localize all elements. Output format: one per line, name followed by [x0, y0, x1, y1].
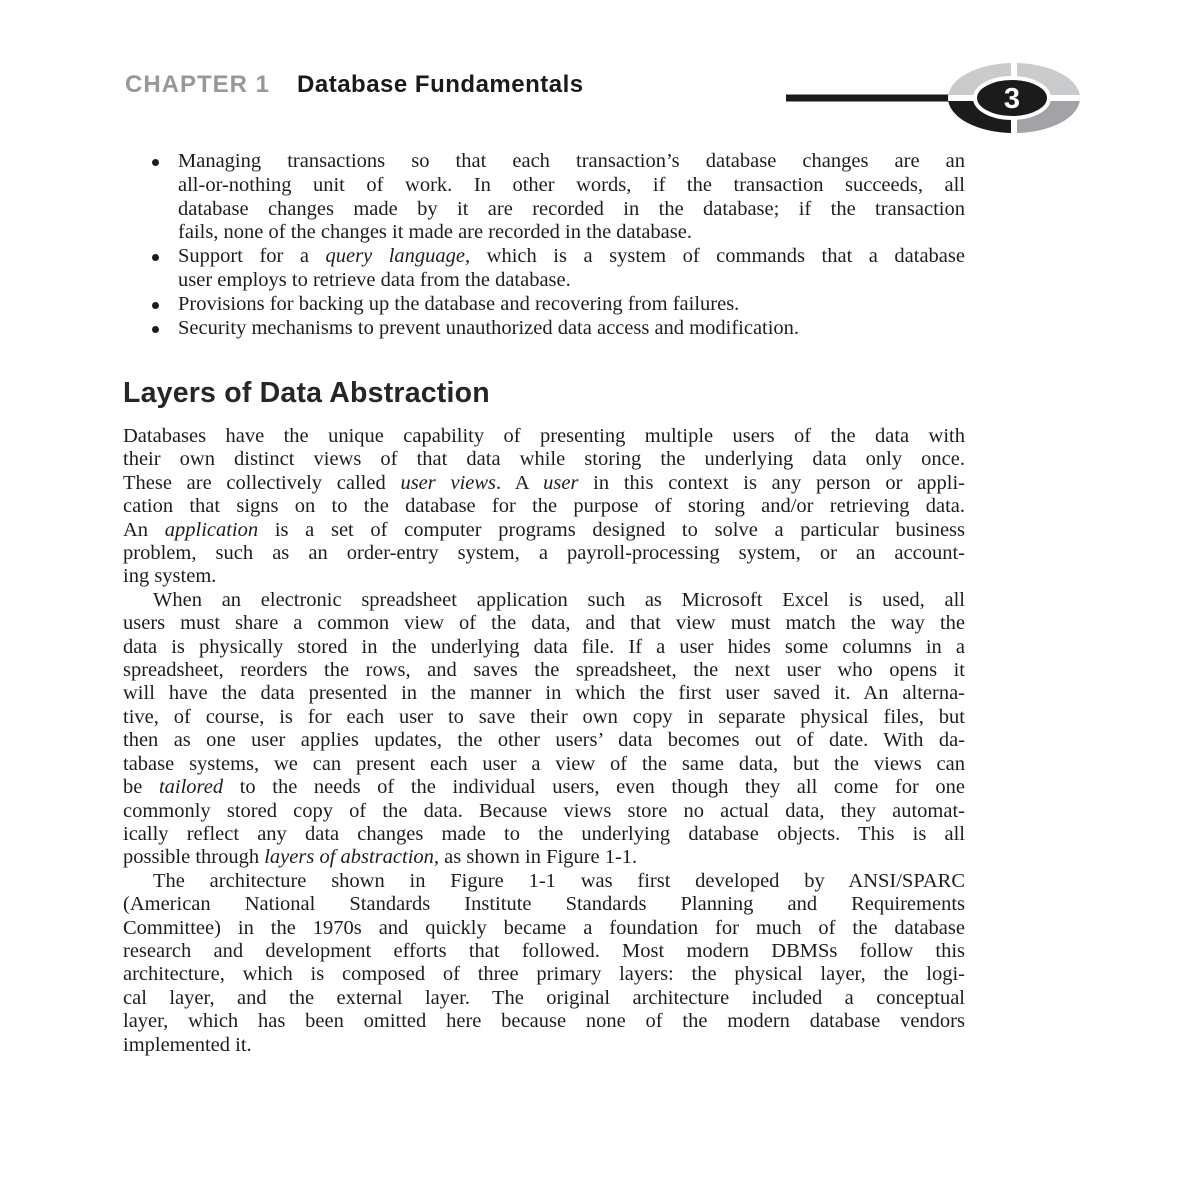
text-line: Support for a query language, which is a system of commands that a database — [178, 245, 965, 268]
text-line: database changes made by it are recorded in the database; if the transaction — [178, 197, 965, 220]
text-line: spreadsheet, reorders the rows, and saves the spreadsheet, the next user who opens it — [123, 659, 965, 682]
text-line: Provisions for backing up the database and recovering from failures. — [178, 292, 740, 315]
paragraph — [123, 870, 965, 1057]
bullet-text — [178, 150, 965, 245]
bullet-icon — [123, 317, 178, 341]
paragraph — [123, 589, 965, 870]
bullet-icon — [123, 245, 178, 293]
text-line: Managing transactions so that each transaction’s database changes are an — [178, 150, 965, 172]
text-line: tabase systems, we can present each user a view of the same data, but the views can — [123, 752, 965, 775]
bullet-item — [123, 245, 965, 293]
text-line: data is physically stored in the underlying data file. If a user hides some columns in a — [123, 635, 965, 658]
text-line: implemented it. — [123, 1033, 252, 1056]
text-line: Security mechanisms to prevent unauthorized data access and modification. — [178, 316, 800, 339]
section-heading: Layers of Data Abstraction — [123, 377, 490, 409]
bullet-icon — [123, 293, 178, 317]
chapter-label: CHAPTER 1 — [125, 71, 271, 98]
text-line: commonly stored copy of the data. Because views store no actual data, they automat- — [123, 799, 965, 822]
bullet-item — [123, 317, 965, 341]
paragraph — [123, 425, 965, 589]
text-line: user employs to retrieve data from the database. — [178, 268, 571, 291]
text-line: Databases have the unique capability of presenting multiple users of the data with — [123, 425, 965, 447]
text-line: be tailored to the needs of the individual users, even though they all come for one — [123, 776, 965, 799]
text-line: layer, which has been omitted here because none of the modern database vendors — [123, 1010, 965, 1033]
text-line: (American National Standards Institute Standards Planning and Requirements — [123, 893, 965, 916]
text-line: cation that signs on to the database for the purpose of storing and/or retrieving data. — [123, 495, 965, 518]
text-line: will have the data presented in the manner in which the first user saved it. An alterna- — [123, 682, 965, 705]
text-line: users must share a common view of the data, and that view must match the way the — [123, 612, 965, 635]
text-line: cal layer, and the external layer. The original architecture included a conceptual — [123, 986, 965, 1009]
chapter-title: Database Fundamentals — [297, 71, 584, 98]
bullet-text — [178, 317, 965, 341]
running-head — [125, 71, 584, 99]
page-number-badge — [784, 58, 1084, 138]
text-line: ically reflect any data changes made to the underlying database objects. This is all — [123, 822, 965, 845]
bullet-item — [123, 293, 965, 317]
page-number: 3 — [1003, 83, 1021, 115]
body-text — [123, 425, 965, 1057]
text-line: all-or-nothing unit of work. In other words, if the transaction succeeds, all — [178, 173, 965, 196]
text-line: ing system. — [123, 565, 217, 588]
bullet-item — [123, 150, 965, 245]
text-line: tive, of course, is for each user to save their own copy in separate physical files, but — [123, 705, 965, 728]
text-line: When an electronic spreadsheet application such as Microsoft Excel is used, all — [153, 588, 965, 611]
text-line: Committee) in the 1970s and quickly became a foundation for much of the database — [123, 916, 965, 939]
text-line: then as one user applies updates, the other users’ data becomes out of date. With da- — [123, 729, 965, 752]
text-line: An application is a set of computer programs designed to solve a particular business — [123, 518, 965, 541]
text-line: The architecture shown in Figure 1-1 was first developed by ANSI/SPARC — [153, 869, 965, 892]
text-line: problem, such as an order-entry system, a payroll-processing system, or an account- — [123, 542, 965, 565]
bullet-text — [178, 245, 965, 293]
bullet-text — [178, 293, 965, 317]
text-line: their own distinct views of that data while storing the underlying data only once. — [123, 448, 965, 471]
text-line: possible through layers of abstraction, as shown in Figure 1-1. — [123, 846, 638, 869]
text-line: research and development efforts that followed. Most modern DBMSs follow this — [123, 939, 965, 962]
text-line: architecture, which is composed of three primary layers: the physical layer, the logi- — [123, 963, 965, 986]
bullet-icon — [123, 150, 178, 245]
bullet-list — [123, 150, 965, 340]
text-line: fails, none of the changes it made are recorded in the database. — [178, 221, 692, 244]
text-line: These are collectively called user views. A user in this context is any person or appli- — [123, 471, 965, 494]
